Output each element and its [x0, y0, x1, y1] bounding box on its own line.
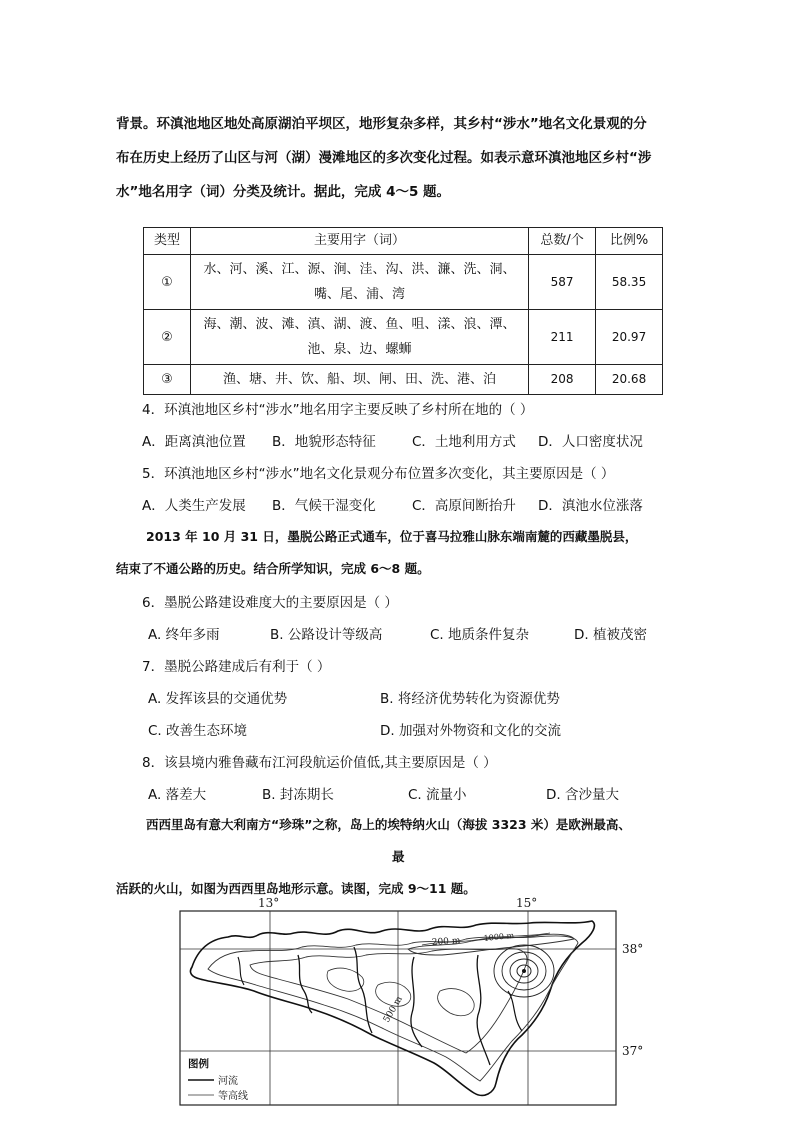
question-5-option-a[interactable]: A．人类生产发展 [142, 498, 246, 514]
row-type: ③ [144, 365, 191, 395]
header-type: 类型 [144, 228, 191, 255]
question-5-option-b[interactable]: B．气候干湿变化 [272, 498, 376, 514]
legend-title: 图例 [188, 1058, 209, 1070]
table-row [144, 255, 663, 310]
question-5-stem: 5．环滇池地区乡村“涉水”地名文化景观分布位置多次变化，其主要原因是（ ） [142, 466, 615, 482]
question-4-option-b[interactable]: B．地貌形态特征 [272, 434, 376, 450]
question-4-stem: 4．环滇池地区乡村“涉水”地名用字主要反映了乡村所在地的（ ） [142, 402, 534, 418]
row-words-line: 嘴、尾、浦、湾 [314, 287, 406, 302]
contour-label-1000: 1000 m [483, 930, 515, 943]
lon-label-13: 13° [258, 896, 280, 910]
intro1-line3: 水”地名用字（词）分类及统计。据此，完成 4～5 题。 [116, 184, 451, 200]
header-count: 总数/个 [529, 228, 596, 255]
row-words-line: 海、潮、波、滩、滇、湖、渡、鱼、咀、漾、浪、潭、 [203, 317, 516, 332]
intro3-line2: 最 [392, 849, 405, 864]
contour-label-500: 500 m [381, 994, 405, 1025]
header-words: 主要用字（词） [190, 228, 528, 255]
question-6-option-b[interactable]: B. 公路设计等级高 [270, 627, 383, 643]
question-8-option-b[interactable]: B. 封冻期长 [262, 787, 334, 803]
question-7-option-c[interactable]: C. 改善生态环境 [148, 723, 248, 739]
sicily-terrain-map [178, 895, 618, 1107]
intro3-line3: 活跃的火山，如图为西西里岛地形示意。读图，完成 9～11 题。 [116, 881, 476, 896]
question-6-option-d[interactable]: D. 植被茂密 [574, 627, 647, 643]
question-7-option-b[interactable]: B. 将经济优势转化为资源优势 [380, 691, 560, 707]
question-6-option-c[interactable]: C. 地质条件复杂 [430, 627, 530, 643]
question-6-stem: 6．墨脱公路建设难度大的主要原因是（ ） [142, 595, 398, 611]
place-name-stats-table [143, 227, 663, 395]
intro1-line1: 背景。环滇池地区地处高原湖泊平坝区，地形复杂多样，其乡村“涉水”地名文化景观的分 [116, 116, 647, 132]
row-words-line: 池、泉、边、螺蛳 [307, 342, 412, 357]
question-8-stem: 8．该县境内雅鲁藏布江河段航运价值低,其主要原因是（ ） [142, 755, 497, 771]
table-row [144, 310, 663, 365]
etna-summit [522, 969, 526, 973]
row-words-line: 水、河、溪、江、源、涧、洼、沟、洪、濂、洗、洞、 [203, 262, 516, 277]
question-7-option-d[interactable]: D. 加强对外物资和文化的交流 [380, 723, 561, 739]
intro1-line2: 布在历史上经历了山区与河（湖）漫滩地区的多次变化过程。如表示意环滇池地区乡村“涉 [116, 150, 652, 166]
question-8-option-d[interactable]: D. 含沙量大 [546, 787, 619, 803]
contour-label-200: 200 m [431, 936, 461, 948]
question-6-option-a[interactable]: A. 终年多雨 [148, 627, 220, 643]
row-type: ② [144, 310, 191, 365]
question-7-stem: 7．墨脱公路建成后有利于（ ） [142, 659, 331, 675]
lat-label-37-outer: 37° [622, 1044, 644, 1058]
question-7-option-a[interactable]: A. 发挥该县的交通优势 [148, 691, 288, 707]
question-4-option-d[interactable]: D．人口密度状况 [538, 434, 643, 450]
lon-label-15: 15° [516, 896, 538, 910]
intro3-line1: 西西里岛有意大利南方“珍珠”之称，岛上的埃特纳火山（海拔 3323 米）是欧洲最高、 [146, 817, 631, 832]
table-header-row [144, 228, 663, 255]
row-ratio: 20.68 [596, 365, 663, 395]
question-4-option-c[interactable]: C．土地利用方式 [412, 434, 516, 450]
row-words [190, 310, 528, 365]
intro2-line2: 结束了不通公路的历史。结合所学知识，完成 6～8 题。 [116, 561, 430, 576]
intro2-line1: 2013 年 10 月 31 日，墨脱公路正式通车，位于喜马拉雅山脉东端南麓的西藏墨脱县， [146, 529, 638, 544]
header-ratio: 比例% [596, 228, 663, 255]
row-words [190, 365, 528, 395]
question-5-option-d[interactable]: D．滇池水位涨落 [538, 498, 643, 514]
question-8-option-c[interactable]: C. 流量小 [408, 787, 467, 803]
row-ratio: 20.97 [596, 310, 663, 365]
row-words [190, 255, 528, 310]
question-5-option-c[interactable]: C．高原间断抬升 [412, 498, 516, 514]
question-8-option-a[interactable]: A. 落差大 [148, 787, 207, 803]
question-4-option-a[interactable]: A．距离滇池位置 [142, 434, 246, 450]
row-ratio: 58.35 [596, 255, 663, 310]
row-count: 587 [529, 255, 596, 310]
legend-river-label: 河流 [218, 1076, 238, 1087]
row-count: 208 [529, 365, 596, 395]
legend-contour-label: 等高线 [218, 1091, 248, 1102]
row-type: ① [144, 255, 191, 310]
row-count: 211 [529, 310, 596, 365]
row-words-line: 渔、塘、井、饮、船、坝、闸、田、洗、港、泊 [223, 372, 497, 387]
lat-label-38-outer: 38° [622, 942, 644, 956]
table-row [144, 365, 663, 395]
